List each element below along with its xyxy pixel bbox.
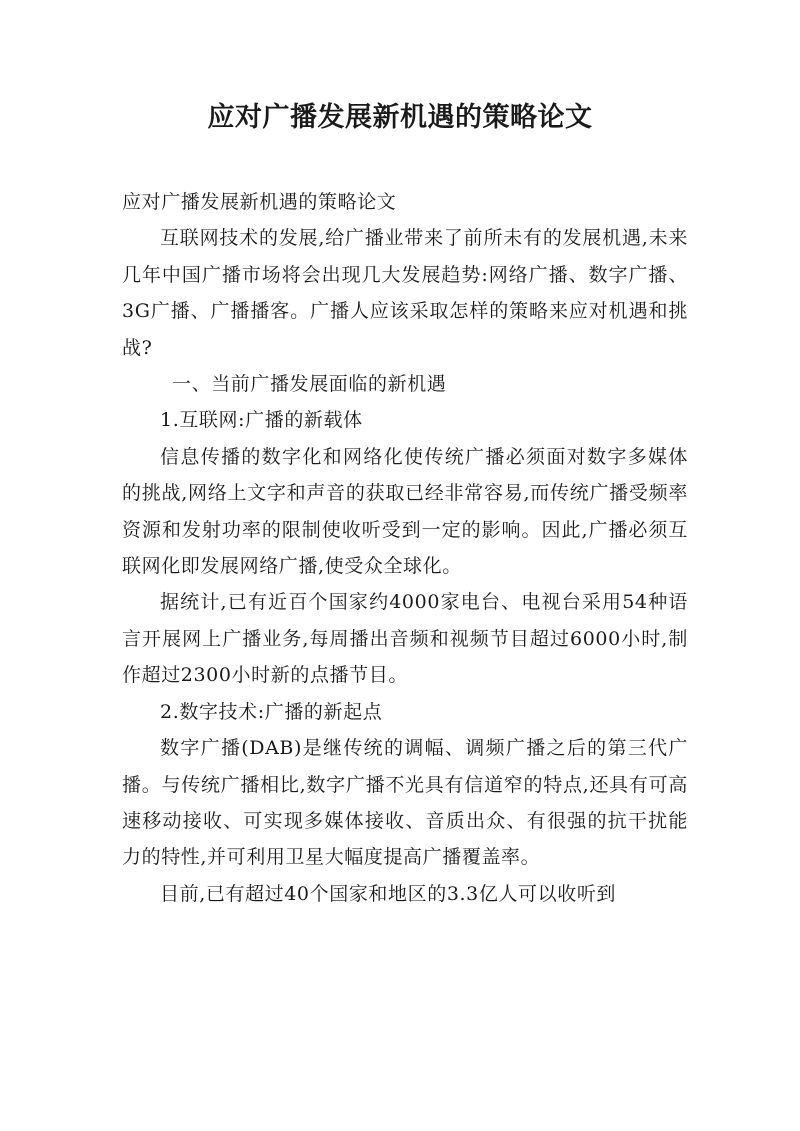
paragraph-heading-repeat: 应对广播发展新机遇的策略论文 — [122, 191, 397, 213]
paragraph-internet: 信息传播的数字化和网络化使传统广播必须面对数字多媒体的挑战,网络上文字和声音的获取已经非常容易,而传统广播受频率资源和发射功率的限制使收听受到一定的影响。因此,广播必须互联网化即发展网络广播,使受众全球化。 — [122, 445, 688, 578]
paragraph-digital: 数字广播(DAB)是继传统的调幅、调频广播之后的第三代广播。与传统广播相比,数字广播不光具有信道窄的特点,还具有可高速移动接收、可实现多媒体接收、音质出众、有很强的抗干扰能力的特性,并可利用卫星大幅度提高广播覆盖率。 — [122, 737, 688, 869]
subsection-heading-2: 2.数字技术:广播的新起点 — [160, 700, 383, 723]
document-title: 应对广播发展新机遇的策略论文 — [207, 102, 593, 133]
document-body — [122, 184, 688, 912]
paragraph-current: 目前,已有超过40个国家和地区的3.3亿人可以收听到 — [160, 882, 617, 905]
paragraph-statistics: 据统计,已有近百个国家约4000家电台、电视台采用54种语言开展网上广播业务,每周播出音频和视频节目超过6000小时,制作超过2300小时新的点播节目。 — [122, 591, 688, 687]
paragraph-intro: 互联网技术的发展,给广播业带来了前所未有的发展机遇,未来几年中国广播市场将会出现几大发展趋势:网络广播、数字广播、3G广播、广播播客。广播人应该采取怎样的策略来应对机遇和挑战? — [122, 227, 688, 359]
section-heading-1: 一、当前广播发展面临的新机遇 — [172, 373, 447, 396]
subsection-heading-1: 1.互联网:广播的新载体 — [160, 409, 363, 432]
